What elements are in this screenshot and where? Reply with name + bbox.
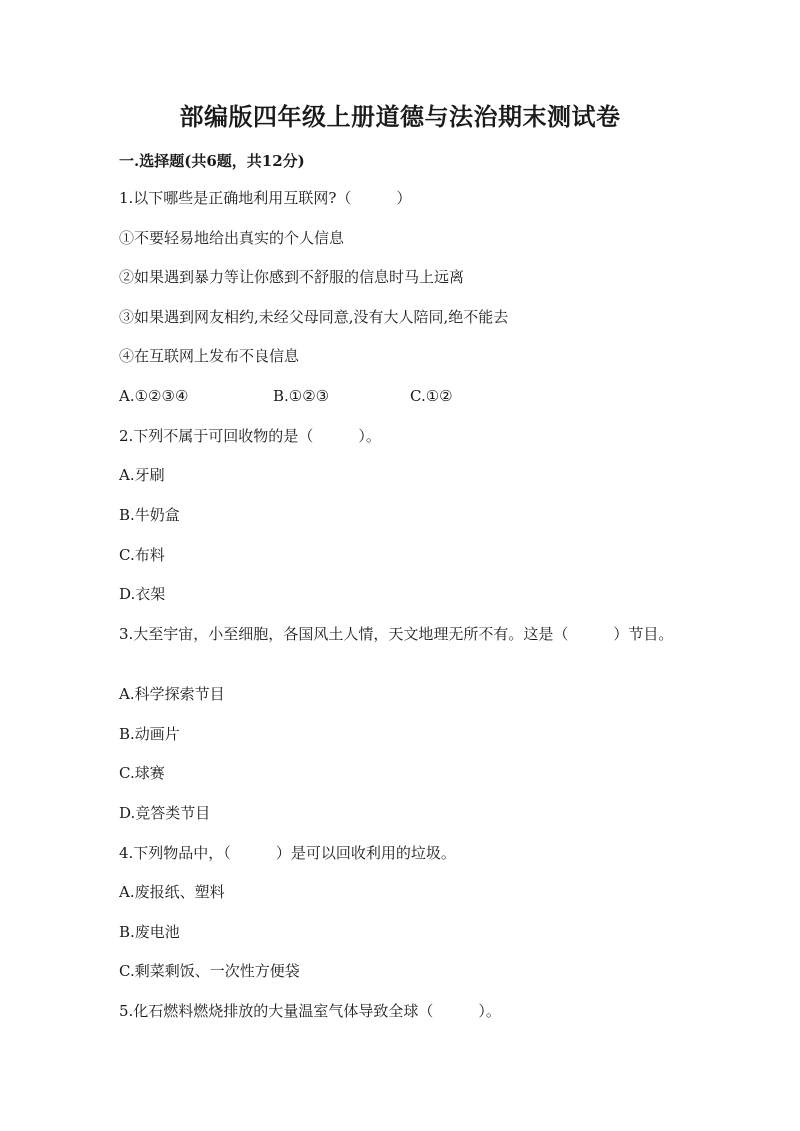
question-1-stem: 1.以下哪些是正确地利用互联网?（ ） xyxy=(119,189,412,207)
question-4-option-b: B.废电池 xyxy=(119,923,180,941)
question-1-option-c: C.①② xyxy=(410,387,453,405)
question-3-option-c: C.球赛 xyxy=(119,764,165,782)
question-3-stem: 3.大至宇宙，小至细胞，各国风土人情，天文地理无所不有。这是（ ）节目。 xyxy=(119,625,674,643)
question-4-stem: 4.下列物品中，（ ）是可以回收利用的垃圾。 xyxy=(119,844,456,862)
question-3-option-d: D.竞答类节目 xyxy=(119,804,211,822)
question-4-option-c: C.剩菜剩饭、一次性方便袋 xyxy=(119,962,300,980)
question-2-option-d: D.衣架 xyxy=(119,585,166,603)
question-1-item-1: ①不要轻易地给出真实的个人信息 xyxy=(119,229,345,247)
question-4-option-a: A.废报纸、塑料 xyxy=(119,883,225,901)
question-2-option-c: C.布料 xyxy=(119,546,165,564)
exam-title: 部编版四年级上册道德与法治期末测试卷 xyxy=(179,102,621,131)
question-2-stem: 2.下列不属于可回收物的是（ ）。 xyxy=(119,427,381,445)
question-1-item-2: ②如果遇到暴力等让你感到不舒服的信息时马上远离 xyxy=(119,268,465,286)
question-1-option-b: B.①②③ xyxy=(273,387,330,405)
section-heading: 一.选择题(共6题，共12分) xyxy=(119,152,305,170)
question-1-option-a: A.①②③④ xyxy=(119,387,189,405)
question-2-option-a: A.牙刷 xyxy=(119,466,165,484)
question-5-stem: 5.化石燃料燃烧排放的大量温室气体导致全球（ ）。 xyxy=(119,1002,501,1020)
question-2-option-b: B.牛奶盒 xyxy=(119,506,180,524)
question-3-option-a: A.科学探索节目 xyxy=(119,685,225,703)
question-1-item-4: ④在互联网上发布不良信息 xyxy=(119,347,300,365)
question-3-option-b: B.动画片 xyxy=(119,725,180,743)
question-1-item-3: ③如果遇到网友相约,未经父母同意,没有大人陪同,绝不能去 xyxy=(119,308,509,326)
